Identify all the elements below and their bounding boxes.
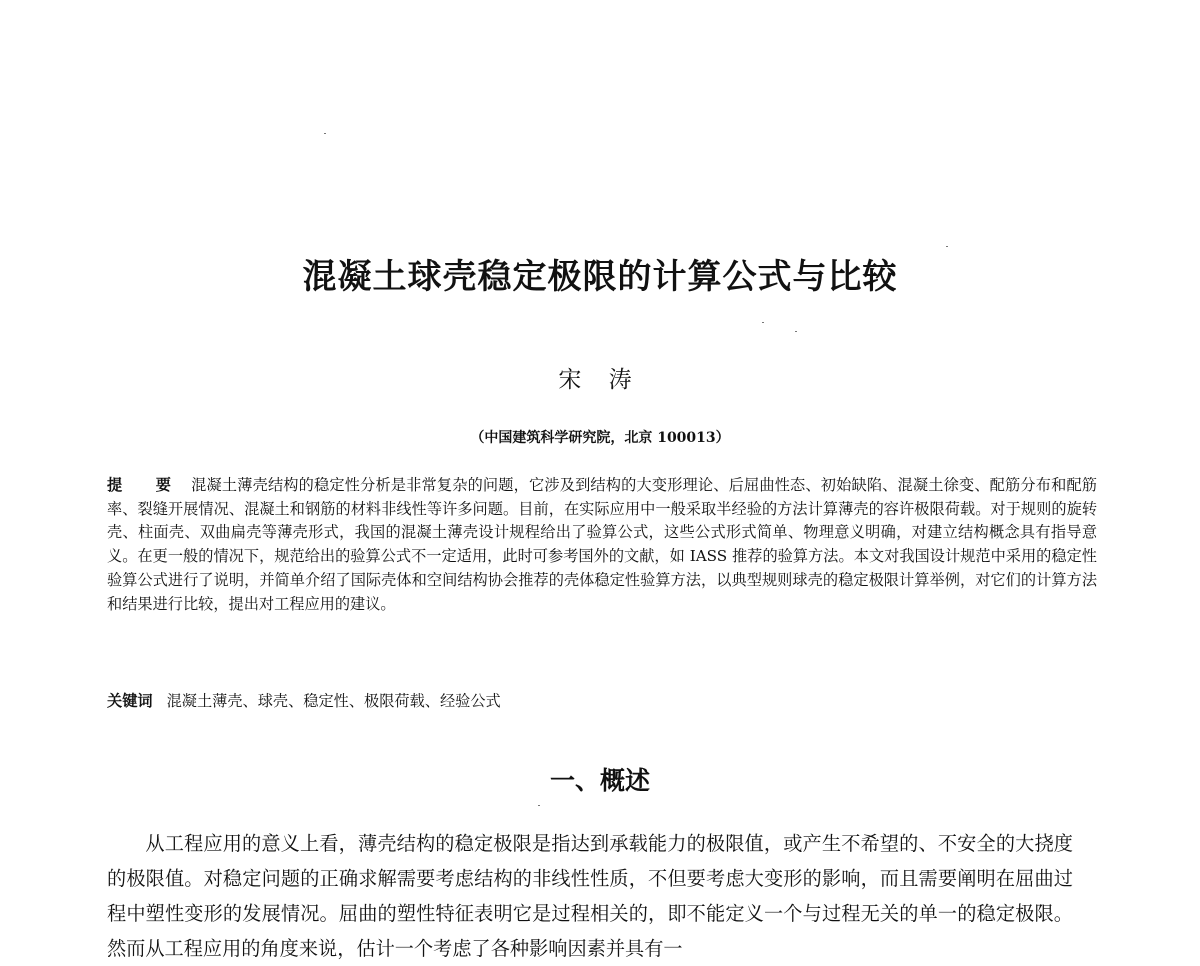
scan-speck [762, 322, 764, 323]
author-name: 宋 涛 [558, 367, 642, 393]
keywords-label: 关键词 [107, 692, 153, 710]
abstract-label: 提 要 [107, 476, 186, 494]
abstract-text: 混凝土薄壳结构的稳定性分析是非常复杂的问题，它涉及到结构的大变形理论、后屈曲性态、初始缺陷、混凝土徐变、配筋分布和配筋率、裂缝开展情况、混凝土和钢筋的材料非线性等许多问题。目前，在实际应用中一般采取半经验的方法计算薄壳的容许极限荷载。对于规则的旋转壳、柱面壳、双曲扁壳等薄壳形式，我国的混凝土薄壳设计规程给出了验算公式，这些公式形式简单、物理意义明确，对建立结构概念具有指导意义。在更一般的情况下，规范给出的验算公式不一定适用，此时可参考国外的文献，如 IASS 推荐的验算方法。本文对我国设计规范中采用的稳定性验算公式进行了说明，并简单介绍了国际壳体和空间结构协会推荐的壳体稳定性验算方法，以典型规则球壳的稳定极限计算举例，对它们的计算方法和结果进行比较，提出对工程应用的建议。 [107, 476, 1097, 613]
scan-speck [946, 246, 948, 247]
scan-speck [324, 133, 326, 134]
body-paragraph: 从工程应用的意义上看，薄壳结构的稳定极限是指达到承载能力的极限值，或产生不希望的、不安全的大挠度的极限值。对稳定问题的正确求解需要考虑结构的非线性性质，不但要考虑大变形的影响，而且需要阐明在屈曲过程中塑性变形的发展情况。屈曲的塑性特征表明它是过程相关的，即不能定义一个与过程无关的单一的稳定极限。然而从工程应用的角度来说，估计一个考虑了各种影响因素并具有一 [107, 832, 1073, 960]
paper-title: 混凝土球壳稳定极限的计算公式与比较 [302, 257, 898, 297]
keywords [107, 689, 1097, 713]
scan-speck [795, 331, 797, 332]
section-heading: 一、概述 [549, 766, 650, 795]
abstract [107, 474, 1097, 616]
keywords-text: 混凝土薄壳、球壳、稳定性、极限荷载、经验公式 [166, 692, 501, 710]
author-affiliation: （中国建筑科学研究院，北京 100013） [470, 430, 730, 446]
scan-speck [538, 805, 540, 806]
